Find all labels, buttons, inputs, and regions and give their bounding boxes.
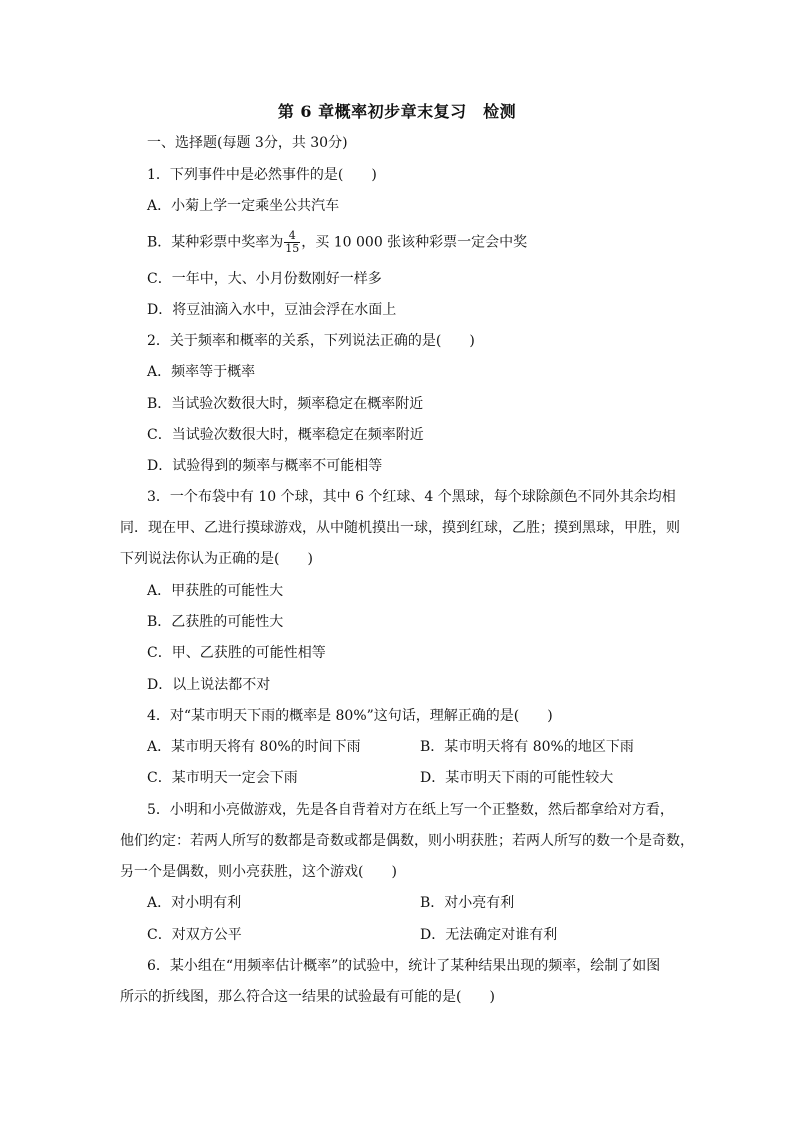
question-5-line-3: 另一个是偶数，则小亮获胜，这个游戏( )	[120, 864, 397, 880]
question-3-option-d: D．以上说法都不对	[147, 677, 271, 693]
question-4-option-b: B．某市明天将有 80%的地区下雨	[420, 739, 634, 755]
question-5-option-c: C．对双方公平	[147, 927, 242, 943]
question-5-option-b: B．对小亮有利	[420, 895, 515, 911]
question-5-line-1: 5．小明和小亮做游戏，先是各自背着对方在纸上写一个正整数，然后都拿给对方看，	[147, 802, 674, 818]
option-b-suffix: ，买 10 000 张该种彩票一定会中奖	[301, 234, 528, 251]
question-3-option-b: B．乙获胜的可能性大	[147, 614, 284, 630]
question-5-option-a: A．对小明有利	[147, 895, 242, 911]
question-6-line-1: 6．某小组在“用频率估计概率”的试验中，统计了某种结果出现的频率，绘制了如图	[147, 958, 661, 974]
question-4-option-c: C．某市明天一定会下雨	[147, 770, 298, 786]
question-3-option-a: A．甲获胜的可能性大	[147, 583, 284, 599]
question-6-line-2: 所示的折线图，那么符合这一结果的试验最有可能的是( )	[120, 989, 495, 1005]
question-4-option-a: A．某市明天将有 80%的时间下雨	[147, 739, 361, 755]
fraction-denominator: 15	[285, 242, 300, 255]
question-3-option-c: C．甲、乙获胜的可能性相等	[147, 645, 326, 661]
question-4-option-d: D．某市明天下雨的可能性较大	[420, 770, 614, 786]
question-1-option-a: A．小菊上学一定乘坐公共汽车	[147, 198, 340, 214]
question-2-option-a: A．频率等于概率	[147, 364, 256, 380]
page-title: 第 6 章概率初步章末复习 检测	[277, 102, 517, 121]
question-3-line-1: 3．一个布袋中有 10 个球，其中 6 个红球、4 个黑球，每个球除颜色不同外其余均相	[147, 489, 676, 505]
question-2-option-b: B．当试验次数很大时，频率稳定在概率附近	[147, 396, 424, 412]
fraction-numerator: 4	[284, 230, 300, 243]
question-3-line-2: 同．现在甲、乙进行摸球游戏，从中随机摸出一球，摸到红球，乙胜；摸到黑球，甲胜，则	[120, 520, 680, 536]
question-2-option-d: D．试验得到的频率与概率不可能相等	[147, 458, 383, 474]
question-2-stem: 2．关于频率和概率的关系，下列说法正确的是( )	[147, 333, 475, 349]
question-5-line-2: 他们约定：若两人所写的数都是奇数或都是偶数，则小明获胜；若两人所写的数一个是奇数，	[120, 833, 694, 849]
question-2-option-c: C．当试验次数很大时，概率稳定在频率附近	[147, 427, 424, 443]
section-heading: 一、选择题(每题 3分，共 30分)	[147, 135, 348, 151]
question-1-option-d: D．将豆油滴入水中，豆油会浮在水面上	[147, 302, 397, 318]
question-4-stem: 4．对“某市明天下雨的概率是 80%”这句话，理解正确的是( )	[147, 708, 553, 724]
question-3-line-3: 下列说法你认为正确的是( )	[120, 551, 313, 567]
question-5-option-d: D．无法确定对谁有利	[420, 927, 558, 943]
question-1-stem: 1．下列事件中是必然事件的是( )	[147, 167, 377, 183]
question-1-option-c: C．一年中，大、小月份数刚好一样多	[147, 271, 382, 287]
option-b-prefix: B．某种彩票中奖率为	[147, 234, 284, 251]
fraction	[284, 230, 300, 255]
question-1-option-b	[147, 230, 527, 255]
